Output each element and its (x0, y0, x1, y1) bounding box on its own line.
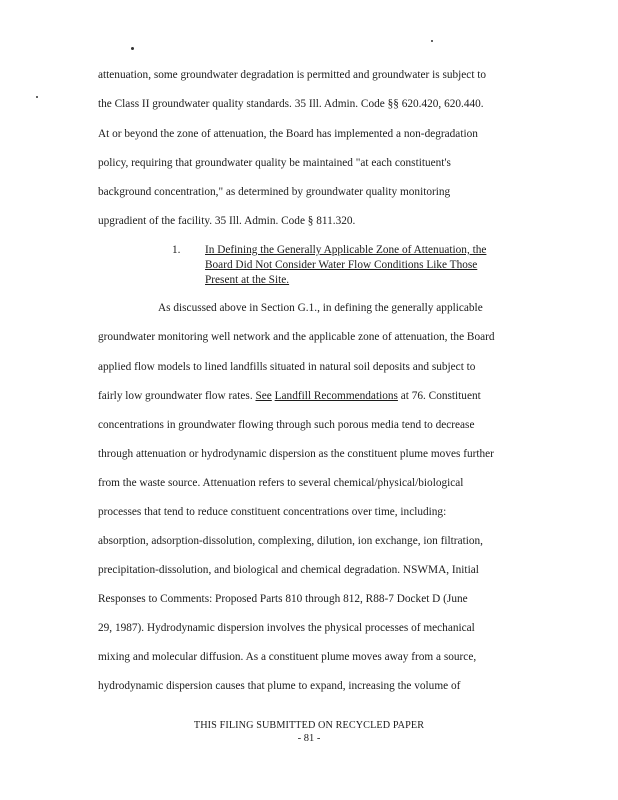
section-heading-line: In Defining the Generally Applicable Zone of Attenuation, the (205, 244, 487, 256)
text-line: policy, requiring that groundwater quality be maintained "at each constituent's (98, 157, 451, 169)
text-line: As discussed above in Section G.1., in defining the generally applicable (158, 302, 483, 314)
text-line: from the waste source. Attenuation refers to several chemical/physical/biological (98, 477, 464, 489)
section-number: 1. (172, 244, 181, 256)
scan-speck (431, 40, 433, 42)
text-line: the Class II groundwater quality standards. 35 Ill. Admin. Code §§ 620.420, 620.440. (98, 98, 484, 110)
text-line: At or beyond the zone of attenuation, the Board has implemented a non-degradation (98, 128, 478, 140)
scan-speck (36, 96, 38, 98)
text-line: applied flow models to lined landfills situated in natural soil deposits and subject to (98, 361, 476, 373)
text-line: concentrations in groundwater flowing through such porous media tend to decrease (98, 419, 475, 431)
text-run: fairly low groundwater flow rates. (98, 390, 256, 402)
text-line: hydrodynamic dispersion causes that plume to expand, increasing the volume of (98, 680, 461, 692)
text-line: through attenuation or hydrodynamic dispersion as the constituent plume moves further (98, 448, 494, 460)
scan-speck (131, 47, 134, 50)
text-line: attenuation, some groundwater degradation is permitted and groundwater is subject to (98, 69, 487, 81)
text-line: processes that tend to reduce constituent concentrations over time, including: (98, 506, 447, 518)
section-heading-line: Present at the Site. (205, 274, 290, 286)
text-line (98, 390, 481, 402)
footer-recycled-notice: THIS FILING SUBMITTED ON RECYCLED PAPER (193, 720, 425, 731)
see-signal: See (255, 390, 272, 402)
citation-title: Landfill Recommendations (274, 390, 398, 402)
text-line: background concentration," as determined by groundwater quality monitoring (98, 186, 451, 198)
page-number: - 81 - (297, 733, 321, 744)
section-heading-line: Board Did Not Consider Water Flow Conditions Like Those (205, 259, 478, 271)
text-line: absorption, adsorption-dissolution, complexing, dilution, ion exchange, ion filtration, (98, 535, 483, 547)
text-line: groundwater monitoring well network and the applicable zone of attenuation, the Board (98, 331, 495, 343)
text-line: upgradient of the facility. 35 Ill. Admin. Code § 811.320. (98, 215, 356, 227)
text-line: precipitation-dissolution, and biological and chemical degradation. NSWMA, Initial (98, 564, 479, 576)
text-line: mixing and molecular diffusion. As a constituent plume moves away from a source, (98, 651, 477, 663)
text-line: Responses to Comments: Proposed Parts 810 through 812, R88-7 Docket D (June (98, 593, 468, 605)
text-run: at 76. Constituent (397, 390, 481, 402)
text-line: 29, 1987). Hydrodynamic dispersion involves the physical processes of mechanical (98, 622, 475, 634)
